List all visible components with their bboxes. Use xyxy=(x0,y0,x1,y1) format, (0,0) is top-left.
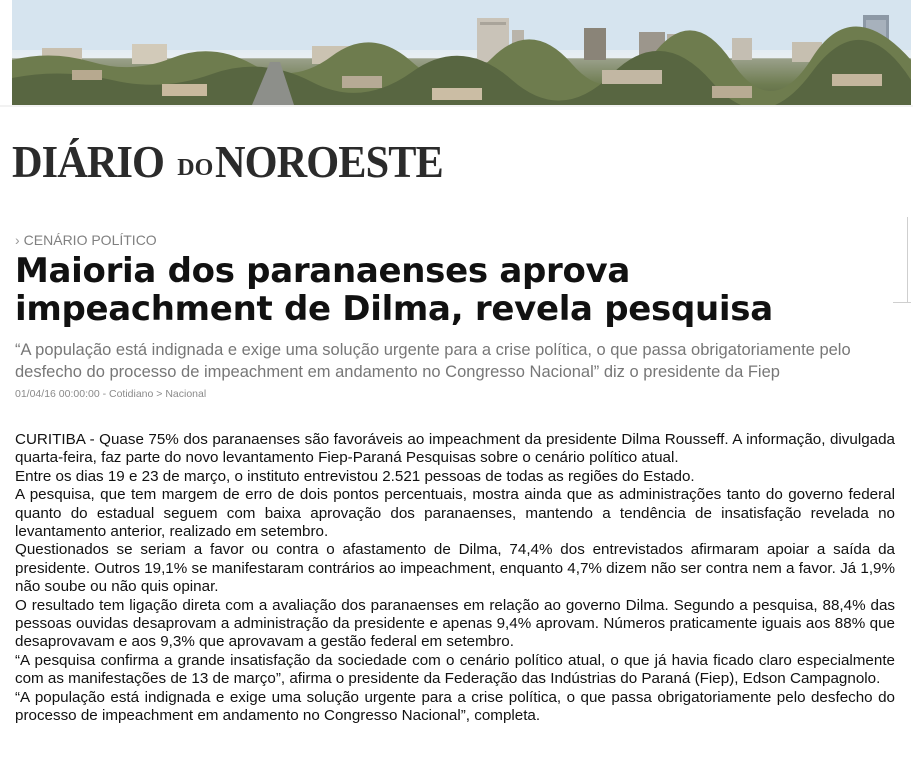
logo-word-diario: DIÁRIO xyxy=(12,136,165,187)
section-label: CENÁRIO POLÍTICO xyxy=(23,232,157,248)
logo-word-do: DO xyxy=(177,155,214,181)
chevron-right-icon: › xyxy=(15,232,20,248)
article-paragraph: “A pesquisa confirma a grande insatisfação da sociedade com o cenário político atual, o que já havia ficado claro especialmente com as manifestações de 13 de março”, afirma o presidente da Federação das Indústrias do Paraná (Fiep), Edson Campagnolo. xyxy=(15,651,895,688)
article-paragraph: A pesquisa, que tem margem de erro de dois pontos percentuais, mostra ainda que as administrações tanto do governo federal quanto do estadual seguem com baixa aprovação dos paranaenses, mantendo a tendência de insatisfação revelada no levantamento anterior, realizado em setembro. xyxy=(15,486,895,541)
article-headline: Maioria dos paranaenses aprova impeachment de Dilma, revela pesquisa xyxy=(15,251,773,329)
article-meta: 01/04/16 00:00:00 - Cotidiano > Nacional xyxy=(15,388,207,400)
article-body xyxy=(15,431,895,726)
site-logo[interactable] xyxy=(12,131,444,187)
article-paragraph: Questionados se seriam a favor ou contra o afastamento de Dilma, 74,4% dos entrevistados afirmaram apoiar a saída da presidente. Outros 19,1% se manifestaram contrários ao impeachment, enquanto 4,7% dizem não ser contra nem a favor. Já 1,9% não soube ou não quis opinar. xyxy=(15,541,895,596)
city-skyline-illustration xyxy=(12,0,911,105)
article-paragraph: “A população está indignada e exige uma solução urgente para a crise política, o que passa obrigatoriamente pelo desfecho do processo de impeachment em andamento no Congresso Nacional”, completa. xyxy=(15,688,895,725)
section-breadcrumb[interactable] xyxy=(15,232,157,248)
page-edge-line xyxy=(907,217,908,302)
article-paragraph: Entre os dias 19 e 23 de março, o instituto entrevistou 2.521 pessoas de todas as regiões do Estado. xyxy=(15,467,695,485)
logo-word-noroeste: NOROESTE xyxy=(215,136,444,187)
article-paragraph: CURITIBA - Quase 75% dos paranaenses são favoráveis ao impeachment da presidente Dilma Rousseff. A informação, divulgada quarta-feira, faz parte do novo levantamento Fiep-Paraná Pesquisas sobre o cenário político atual. xyxy=(15,431,895,467)
article-lead: “A população está indignada e exige uma solução urgente para a crise política, o que passa obrigatoriamente pelo desfecho do processo de impeachment em andamento no Congresso Nacional” diz o presidente da Fiep xyxy=(15,341,851,381)
page-edge-line-horizontal xyxy=(893,302,911,303)
header-banner-skyline xyxy=(12,0,911,105)
article-paragraph: O resultado tem ligação direta com a avaliação dos paranaenses em relação ao governo Dilma. Segundo a pesquisa, 88,4% das pessoas ouvidas desaprovam a administração da presidente e apenas 9,4% aprovam. Números praticamente iguais aos 88% que desaprovavam e aos 9,3% que aprovavam a gestão federal em setembro. xyxy=(15,596,895,651)
header-divider xyxy=(0,105,913,107)
